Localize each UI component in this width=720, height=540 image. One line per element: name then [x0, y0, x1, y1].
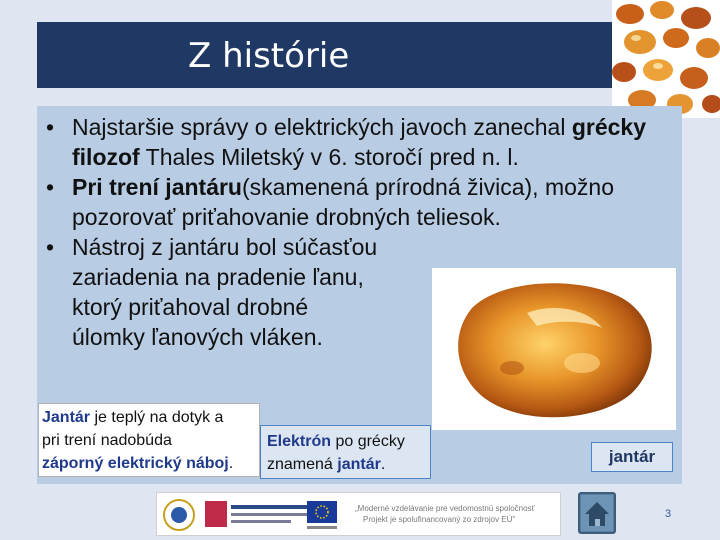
bullet-dot: • [46, 174, 55, 200]
bullet-item-1 [44, 112, 674, 172]
home-icon [580, 494, 614, 532]
bullet-line: úlomky ľanových vláken. [72, 324, 323, 350]
image-caption: jantár [591, 442, 673, 472]
amber-stone-image [432, 268, 676, 430]
amber-beads-image [612, 0, 720, 118]
footer-logo-text-line: Projekt je spolufinancovaný zo zdrojov EÚ" [363, 515, 516, 524]
info-term: záporný elektrický náboj [42, 455, 229, 472]
info-line [42, 452, 233, 475]
info-text: po grécky [331, 433, 405, 450]
info-line: pri trení nadobúda [42, 432, 172, 449]
bullet-dot: • [46, 234, 55, 260]
footer-logo-text-line: „Moderné vzdelávanie pre vedomostnú spoločnosť [355, 504, 535, 513]
bullet-dot: • [46, 114, 55, 140]
home-button[interactable] [578, 492, 616, 534]
bullet-item-2 [44, 172, 674, 232]
bullet-line: Nástroj z jantáru bol súčasťou [72, 234, 378, 260]
bullet-text: Thales Miletský v 6. storočí pred n. l. [139, 144, 519, 170]
footer-logo-strip [156, 492, 561, 536]
bullet-text-bold: grécky filozof [72, 114, 646, 170]
footer-logo-text [355, 503, 555, 525]
info-text: znamená [267, 456, 338, 473]
info-text: . [380, 456, 386, 473]
bullet-text: (skamenená prírodná živica), možno pozorovať priťahovanie drobných teliesok. [72, 174, 614, 230]
info-box-jantar [38, 403, 260, 477]
bullet-line: zariadenia na pradenie ľanu, [72, 264, 364, 290]
bullet-line: ktorý priťahoval drobné [72, 294, 309, 320]
bullet-text-bold: Pri trení jantáru [72, 174, 242, 200]
bullet-text: Najstaršie správy o elektrických javoch zanechal [72, 114, 572, 140]
page-number: 3 [665, 508, 672, 520]
info-box-elektron [260, 425, 431, 479]
info-line [42, 406, 233, 429]
info-term: Elektrón [267, 433, 332, 450]
info-text: . [228, 455, 234, 472]
info-text: je teplý na dotyk a [90, 409, 224, 426]
info-line [267, 453, 405, 476]
slide-title: Z histórie [188, 36, 350, 76]
info-line [267, 430, 405, 453]
info-term: jantár [337, 456, 381, 473]
info-term: Jantár [42, 409, 91, 426]
